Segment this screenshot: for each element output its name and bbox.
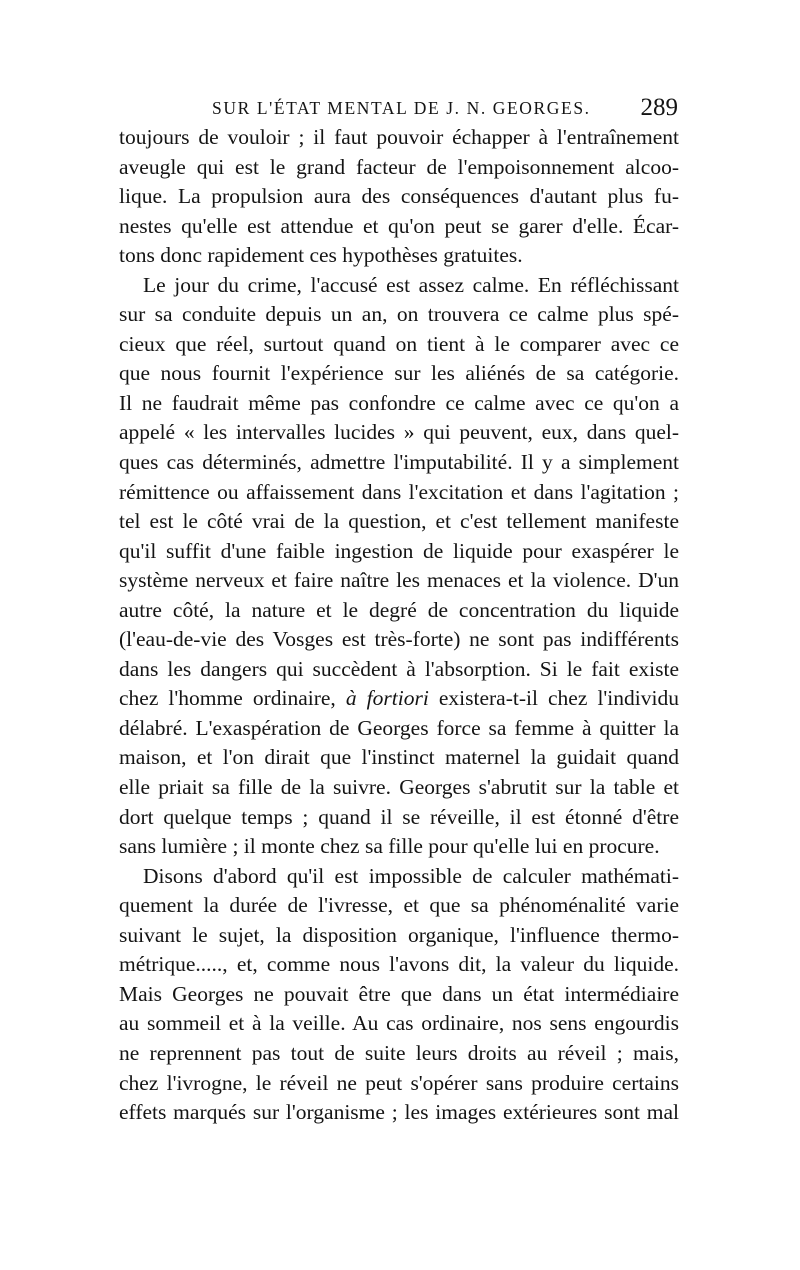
text-line: rémittence ou affaissement dans l'excitation et dans l'agitation ; <box>119 479 679 504</box>
text-line: Mais Georges ne pouvait être que dans un état intermédiaire <box>119 981 679 1006</box>
text-line: au sommeil et à la veille. Au cas ordinaire, nos sens engourdis <box>119 1011 679 1036</box>
text-line: tons donc rapidement ces hypothèses gratuites. <box>119 243 523 268</box>
text-line: quement la durée de l'ivresse, et que sa phénoménalité varie <box>119 893 679 918</box>
text-line: appelé « les intervalles lucides » qui peuvent, eux, dans quel- <box>119 420 679 445</box>
text-line: (l'eau-de-vie des Vosges est très-forte) ne sont pas indifférents <box>119 627 679 652</box>
text-line: dort quelque temps ; quand il se réveille, il est étonné d'être <box>119 804 679 829</box>
running-head <box>212 94 678 124</box>
text-segment: existera-t-il chez l'individu <box>428 686 679 711</box>
text-line: ques cas déterminés, admettre l'imputabilité. Il y a simplement <box>119 450 679 475</box>
text-line: sur sa conduite depuis un an, on trouvera ce calme plus spé- <box>119 302 679 327</box>
text-line: sans lumière ; il monte chez sa fille pour qu'elle lui en procure. <box>119 834 660 859</box>
text-line-with-italic <box>119 684 679 714</box>
text-line: suivant le sujet, la disposition organique, l'influence thermo- <box>119 922 679 947</box>
text-line: dans les dangers qui succèdent à l'absorption. Si le fait existe <box>119 656 679 681</box>
italic-phrase: à fortiori <box>345 686 429 711</box>
text-line: Il ne faudrait même pas confondre ce calme avec ce qu'on a <box>119 390 679 415</box>
text-line: ne reprennent pas tout de suite leurs droits au réveil ; mais, <box>119 1040 679 1065</box>
text-line: aveugle qui est le grand facteur de l'empoisonnement alcoo- <box>119 154 679 179</box>
text-line: Disons d'abord qu'il est impossible de calculer mathémati- <box>143 863 679 888</box>
text-line: système nerveux et faire naître les menaces et la violence. D'un <box>119 568 679 593</box>
text-line: nestes qu'elle est attendue et qu'on peut se garer d'elle. Écar- <box>119 213 679 238</box>
text-line: lique. La propulsion aura des conséquences d'autant plus fu- <box>119 184 679 209</box>
text-line: que nous fournit l'expérience sur les aliénés de sa catégorie. <box>119 361 679 386</box>
page-number: 289 <box>640 94 678 121</box>
text-line: Le jour du crime, l'accusé est assez calme. En réfléchissant <box>143 272 679 297</box>
text-line: tel est le côté vrai de la question, et c'est tellement manifeste <box>119 509 679 534</box>
text-line: qu'il suffit d'une faible ingestion de liquide pour exaspérer le <box>119 538 679 563</box>
text-line: chez l'ivrogne, le réveil ne peut s'opérer sans produire certains <box>119 1070 679 1095</box>
text-line: autre côté, la nature et le degré de concentration du liquide <box>119 597 679 622</box>
text-line: cieux que réel, surtout quand on tient à le comparer avec ce <box>119 331 679 356</box>
text-segment: chez l'homme ordinaire, <box>119 686 346 711</box>
text-line: métrique....., et, comme nous l'avons dit, la valeur du liquide. <box>119 952 679 977</box>
body-text <box>119 123 679 1128</box>
text-line: maison, et l'on dirait que l'instinct maternel la guidait quand <box>119 745 679 770</box>
text-line: effets marqués sur l'organisme ; les images extérieures sont mal <box>119 1100 679 1125</box>
text-line: délabré. L'exaspération de Georges force sa femme à quitter la <box>119 715 679 740</box>
text-line: toujours de vouloir ; il faut pouvoir échapper à l'entraînement <box>119 125 679 149</box>
running-title: SUR L'ÉTAT MENTAL DE J. N. GEORGES. <box>212 98 591 118</box>
text-line: elle priait sa fille de la suivre. Georges s'abrutit sur la table et <box>119 775 679 800</box>
